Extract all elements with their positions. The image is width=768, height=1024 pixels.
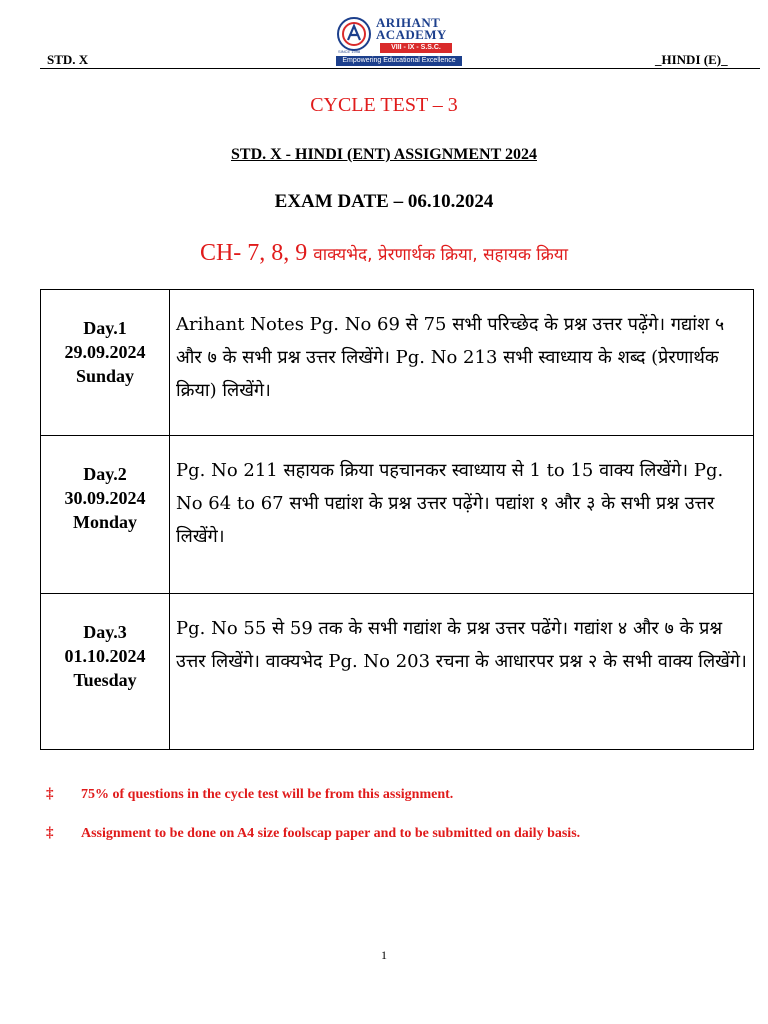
task-cell: Pg. No 55 से 59 तक के सभी गद्यांश के प्रश्न उत्तर पढेंगे। गद्यांश ४ और ७ के प्रश्न उत्तर लिखेंगे। वाक्यभेद Pg. No 203 रचना के आधारपर प्रश्न २ के सभी वाक्य लिखेंगे।: [170, 594, 754, 750]
table-row: [41, 436, 754, 594]
header-divider: [40, 68, 760, 69]
academy-logo: [336, 16, 464, 68]
logo-title: ARIHANT ACADEMY: [376, 15, 447, 42]
day-cell: Day.2 30.09.2024 Monday: [41, 436, 170, 594]
page-number: 1: [381, 948, 387, 962]
double-dagger-icon: ‡: [46, 825, 54, 841]
cycle-test-title: CYCLE TEST – 3: [310, 94, 458, 116]
table-row: [41, 290, 754, 436]
header-subject: _HINDI (E)_: [655, 52, 728, 67]
task-cell: Arihant Notes Pg. No 69 से 75 सभी परिच्छेद के प्रश्न उत्तर पढ़ेंगे। गद्यांश ५ और ७ के सभी प्रश्न उत्तर लिखेंगे। Pg. No 213 सभी स्वाध्याय के शब्द (प्रेरणार्थक क्रिया) लिखेंगे।: [170, 290, 754, 436]
logo-classes: VIII - IX - S.S.C.: [380, 43, 452, 53]
note-item: ‡ Assignment to be done on A4 size foolscap paper and to be submitted on daily basis.: [46, 825, 581, 841]
day-cell: Day.1 29.09.2024 Sunday: [41, 290, 170, 436]
chapter-numbers: CH- 7, 8, 9: [199, 240, 308, 266]
logo-since: SINCE 1998: [338, 49, 361, 54]
exam-date: EXAM DATE – 06.10.2024: [274, 191, 494, 212]
assignment-title: STD. X - HINDI (ENT) ASSIGNMENT 2024: [231, 146, 537, 163]
note-item: ‡ 75% of questions in the cycle test will be from this assignment.: [46, 786, 454, 802]
chapter-topics: वाक्यभेद, प्रेरणार्थक क्रिया, सहायक क्रिया: [313, 245, 569, 265]
task-cell: Pg. No 211 सहायक क्रिया पहचानकर स्वाध्याय से 1 to 15 वाक्य लिखेंगे। Pg. No 64 to 67 सभी पद्यांश के प्रश्न उत्तर पढ़ेंगे। पद्यांश १ और ३ के सभी प्रश्न उत्तर लिखेंगे।: [170, 436, 754, 594]
table-row: [41, 594, 754, 750]
double-dagger-icon: ‡: [46, 786, 54, 802]
chapter-heading: [0, 240, 768, 267]
day-cell: Day.3 01.10.2024 Tuesday: [41, 594, 170, 750]
logo-emblem-icon: [336, 16, 372, 52]
schedule-table: [40, 289, 754, 750]
header-class: STD. X: [47, 52, 89, 67]
logo-tagline: Empowering Educational Excellence: [336, 56, 462, 66]
